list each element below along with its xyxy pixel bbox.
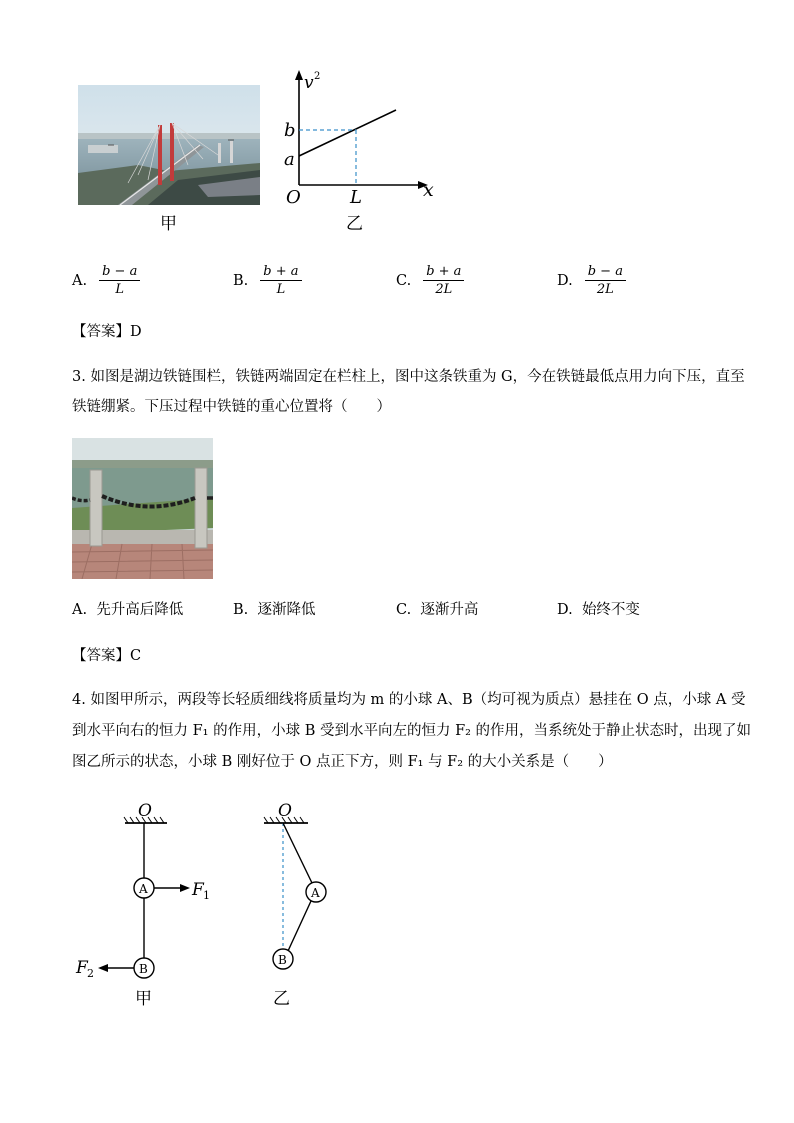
option-text: 逐渐升高 (420, 602, 479, 618)
chain-fence-photo (72, 438, 213, 579)
y-axis-arrow-icon (295, 70, 303, 80)
q4-stem-line3: 图乙所示的状态，小球 B 刚好位于 O 点正下方，则 F₁ 与 F₂ 的大小关系是（ ） (72, 754, 613, 770)
label-F1-sub: 1 (203, 889, 210, 902)
q3-option-a[interactable] (72, 600, 183, 620)
axis-label-v2: v (304, 73, 314, 93)
q3-stem-line2: 铁链绷紧。下压过程中铁链的重心位置将（ ） (72, 399, 391, 415)
option-text: 先升高后降低 (96, 602, 184, 618)
q2-option-c-letter: C. (396, 272, 412, 289)
label-a: a (284, 149, 295, 170)
photo-label-jia: 甲 (160, 214, 177, 234)
q2-option-d[interactable] (557, 264, 626, 297)
q2-answer (72, 322, 142, 342)
graph-line (299, 110, 396, 156)
label-origin: O (286, 187, 301, 208)
q3-stem-line1: 3. 如图是湖边铁链围栏，铁链两端固定在栏柱上，图中这条铁重为 G，今在铁链最低点用力向下压，直至 (72, 369, 745, 385)
fraction-numerator: b − a (99, 264, 140, 281)
q2-option-c[interactable] (396, 264, 464, 297)
q3-option-d[interactable] (557, 600, 640, 620)
option-text: 逐渐降低 (257, 602, 316, 618)
fraction-numerator: b + a (423, 264, 464, 281)
graph-label-yi: 乙 (346, 214, 363, 234)
v2-x-graph (276, 66, 446, 212)
fraction-numerator: b − a (585, 264, 626, 281)
ball-A-label: A (139, 882, 148, 896)
q3-answer (72, 646, 141, 666)
option-letter: C. (396, 602, 412, 618)
ball-B-label: B (278, 953, 287, 967)
force-F2-arrowhead-icon (98, 964, 108, 972)
q4-figure-jia (70, 798, 230, 1013)
answer-tag: 【答案】 (72, 648, 130, 664)
option-text: 始终不变 (581, 602, 640, 618)
label-L: L (350, 187, 362, 208)
force-F1-arrowhead-icon (180, 884, 190, 892)
option-letter: B. (233, 602, 249, 618)
option-letter: A. (72, 602, 88, 618)
q3-option-c[interactable] (396, 600, 478, 620)
q4-stem-line2: 到水平向右的恒力 F₁ 的作用，小球 B 受到水平向左的恒力 F₂ 的作用，当系统处于静止状态时，出现了如 (72, 723, 752, 739)
q2-option-b-letter: B. (233, 272, 249, 289)
label-F1: F (192, 880, 204, 900)
fraction-denominator: L (276, 282, 286, 297)
q2-option-c-fraction (423, 264, 464, 297)
fraction-denominator: 2L (435, 282, 453, 297)
bridge-photo (78, 85, 260, 205)
fig-jia-label-O: O (138, 801, 152, 821)
q2-option-a[interactable] (72, 264, 140, 297)
q4-stem-line1: 4. 如图甲所示，两段等长轻质细线将质量均为 m 的小球 A、B（均可视为质点）悬挂在 O 点，小球 A 受 (72, 692, 746, 708)
q2-option-d-letter: D. (557, 272, 573, 289)
axis-label-x: x (423, 179, 434, 201)
q4-figure-yi (250, 798, 360, 1013)
ball-A-label: A (311, 886, 320, 900)
string-OA (283, 823, 312, 883)
fraction-denominator: L (115, 282, 125, 297)
answer-tag: 【答案】 (72, 324, 130, 340)
answer-value: C (130, 648, 142, 664)
label-F2-sub: 2 (87, 967, 94, 980)
q3-option-b[interactable] (233, 600, 315, 620)
fig-yi-caption: 乙 (273, 989, 290, 1009)
string-AB (288, 901, 311, 951)
label-b: b (284, 120, 296, 141)
answer-value: D (130, 324, 142, 340)
axis-label-v2-sup: 2 (314, 71, 321, 82)
q2-option-a-letter: A. (72, 272, 88, 289)
q2-option-b-fraction (260, 264, 301, 297)
fraction-denominator: 2L (596, 282, 614, 297)
q2-option-b[interactable] (233, 264, 302, 297)
q2-option-d-fraction (585, 264, 626, 297)
ball-B-label: B (139, 962, 148, 976)
label-F2: F (76, 958, 88, 978)
fig-jia-caption: 甲 (135, 989, 152, 1009)
fraction-numerator: b + a (260, 264, 301, 281)
option-letter: D. (557, 602, 573, 618)
fig-yi-label-O: O (278, 801, 292, 821)
q2-option-a-fraction (99, 264, 140, 297)
